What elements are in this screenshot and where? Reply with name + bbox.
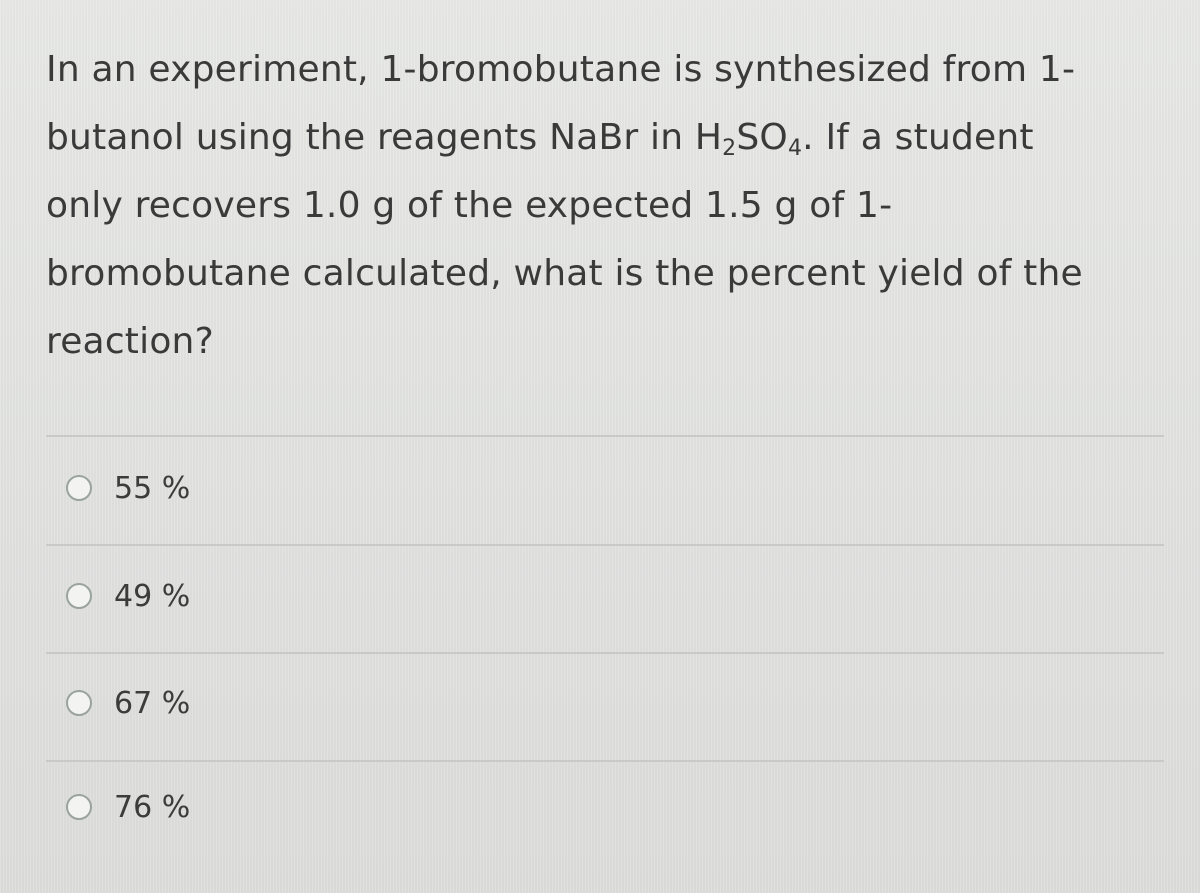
answer-option-label: 67 %	[114, 685, 191, 721]
question-line-2-prefix: butanol using the reagents NaBr in H	[46, 117, 723, 158]
answer-option-1[interactable]	[66, 468, 190, 508]
radio-button-icon[interactable]	[66, 475, 92, 501]
answer-option-2[interactable]	[66, 576, 190, 616]
question-line-2	[46, 104, 1176, 172]
radio-button-icon[interactable]	[66, 690, 92, 716]
answer-option-label: 49 %	[114, 578, 191, 614]
question-line-2-mid: SO	[736, 117, 788, 158]
subscript-2: 2	[722, 136, 737, 161]
divider	[46, 435, 1164, 437]
answer-option-label: 76 %	[114, 789, 191, 825]
question-line-5: reaction?	[46, 321, 214, 362]
answer-option-4[interactable]	[66, 787, 190, 827]
radio-button-icon[interactable]	[66, 794, 92, 820]
radio-button-icon[interactable]	[66, 583, 92, 609]
question-text	[46, 36, 1176, 376]
question-line-3: only recovers 1.0 g of the expected 1.5 g of 1-	[46, 185, 893, 226]
divider	[46, 652, 1164, 654]
question-line-1: In an experiment, 1-bromobutane is synthesized from 1-	[46, 49, 1076, 90]
question-line-4: bromobutane calculated, what is the percent yield of the	[46, 253, 1083, 294]
question-line-2-suffix: . If a student	[802, 117, 1034, 158]
answer-option-label: 55 %	[114, 470, 191, 506]
subscript-4: 4	[787, 136, 803, 161]
answer-option-3[interactable]	[66, 683, 190, 723]
divider	[46, 544, 1164, 546]
divider	[46, 760, 1164, 762]
